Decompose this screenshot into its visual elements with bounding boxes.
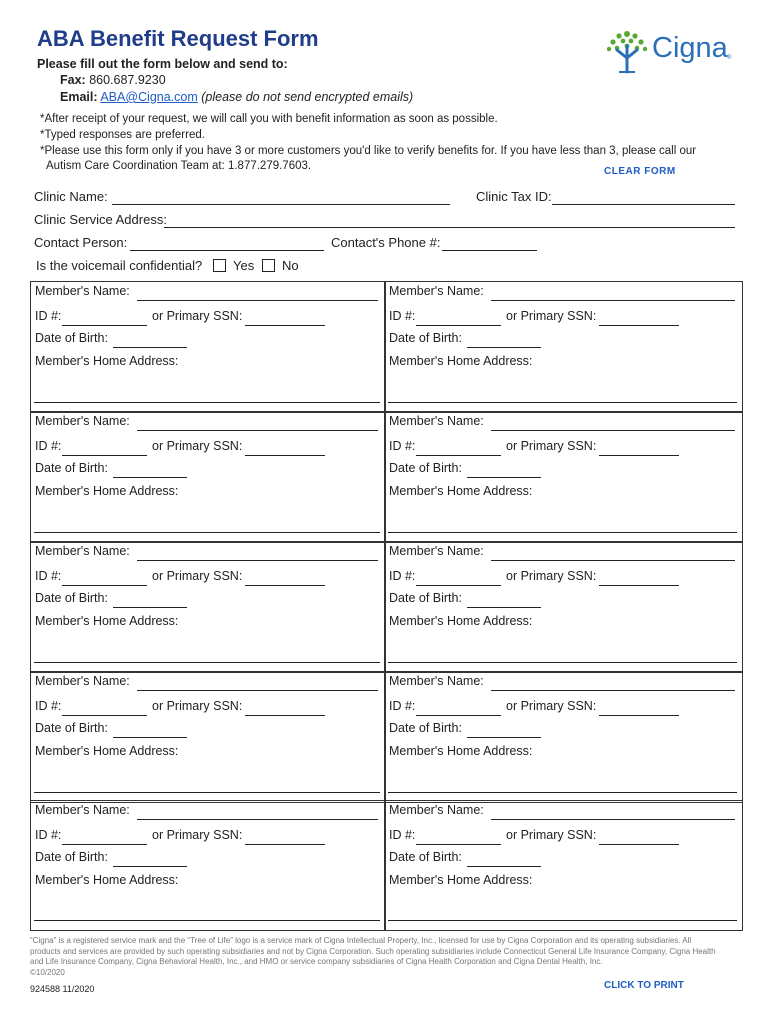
member-name-field[interactable] (491, 300, 735, 301)
member-dob-field[interactable] (467, 607, 541, 608)
form-title: ABA Benefit Request Form (37, 26, 319, 51)
member-id-field[interactable] (62, 844, 147, 845)
member-id-label: ID #: (389, 439, 416, 453)
note-3: *Please use this form only if you have 3 or more customers you'd like to verify benefits for. If you have less than 3, please call our (40, 145, 697, 157)
copyright-text: ©10/2020 (30, 967, 65, 977)
clear-form-button[interactable]: CLEAR FORM (604, 166, 676, 177)
member-address-field[interactable] (388, 402, 737, 403)
member-dob-field[interactable] (467, 347, 541, 348)
member-ssn-field[interactable] (599, 585, 679, 586)
member-ssn-label: or Primary SSN: (152, 699, 243, 713)
member-dob-field[interactable] (113, 866, 187, 867)
member-ssn-field[interactable] (245, 715, 325, 716)
member-id-field[interactable] (416, 325, 501, 326)
member-dob-label: Date of Birth: (35, 461, 108, 475)
clinic-address-field[interactable] (164, 227, 735, 228)
member-dob-label: Date of Birth: (389, 461, 462, 475)
member-id-field[interactable] (416, 715, 501, 716)
registered-mark: ® (727, 55, 732, 61)
member-address-field[interactable] (388, 792, 737, 793)
contact-person-label: Contact Person: (34, 235, 128, 250)
member-ssn-field[interactable] (599, 844, 679, 845)
member-id-field[interactable] (62, 585, 147, 586)
form-code: 924588 11/2020 (30, 984, 95, 994)
member-ssn-label: or Primary SSN: (152, 569, 243, 583)
member-name-label: Member's Name: (389, 544, 484, 558)
member-address-label: Member's Home Address: (35, 614, 179, 628)
member-name-field[interactable] (137, 560, 378, 561)
member-ssn-label: or Primary SSN: (506, 828, 597, 842)
member-id-label: ID #: (35, 699, 62, 713)
member-address-label: Member's Home Address: (35, 484, 179, 498)
member-address-field[interactable] (34, 920, 380, 921)
member-dob-field[interactable] (467, 477, 541, 478)
member-name-label: Member's Name: (35, 544, 130, 558)
member-dob-label: Date of Birth: (35, 721, 108, 735)
member-dob-field[interactable] (113, 607, 187, 608)
member-name-label: Member's Name: (389, 284, 484, 298)
voicemail-yes-label: Yes (233, 258, 255, 273)
member-name-field[interactable] (491, 430, 735, 431)
email-label: Email: (60, 90, 98, 104)
member-address-field[interactable] (34, 402, 380, 403)
email-note: (please do not send encrypted emails) (201, 90, 414, 104)
fax-value: 860.687.9230 (89, 73, 166, 87)
member-address-label: Member's Home Address: (35, 873, 179, 887)
member-dob-label: Date of Birth: (35, 591, 108, 605)
member-ssn-label: or Primary SSN: (152, 309, 243, 323)
member-name-label: Member's Name: (389, 674, 484, 688)
member-id-label: ID #: (389, 828, 416, 842)
voicemail-no-label: No (282, 258, 299, 273)
member-dob-label: Date of Birth: (389, 721, 462, 735)
member-name-label: Member's Name: (35, 674, 130, 688)
member-id-field[interactable] (416, 455, 501, 456)
member-id-label: ID #: (35, 569, 62, 583)
member-name-label: Member's Name: (389, 803, 484, 817)
member-dob-field[interactable] (467, 866, 541, 867)
member-address-field[interactable] (388, 662, 737, 663)
legal-text: “Cigna” is a registered service mark and the “Tree of Life” logo is a service mark of Cigna Intellectual Property, Inc., licensed for use by Cigna Corporation and its operating subsidiaries. All products and services are provided by such operating subsidiaries and not by Cigna Corporation. Such operating subsidiaries include Connecticut General Life Insurance Company, Cigna Health and Life Insurance Company, Cigna Behavioral Health, Inc., and HMO or service company subsidiaries of Cigna Health Corporation and Cigna Dental Health, Inc. (30, 936, 716, 966)
member-dob-label: Date of Birth: (389, 591, 462, 605)
member-address-label: Member's Home Address: (389, 484, 533, 498)
member-name-field[interactable] (137, 690, 378, 691)
member-address-field[interactable] (388, 920, 737, 921)
member-ssn-label: or Primary SSN: (506, 699, 597, 713)
member-address-label: Member's Home Address: (389, 354, 533, 368)
contact-person-field[interactable] (130, 250, 324, 251)
member-name-label: Member's Name: (35, 284, 130, 298)
member-dob-label: Date of Birth: (35, 850, 108, 864)
member-id-field[interactable] (62, 325, 147, 326)
clinic-name-field[interactable] (112, 204, 450, 205)
contact-phone-field[interactable] (442, 250, 537, 251)
member-ssn-label: or Primary SSN: (506, 569, 597, 583)
member-ssn-label: or Primary SSN: (152, 439, 243, 453)
tree-of-life-logo-icon (605, 28, 649, 74)
legal-footer (30, 936, 720, 978)
clinic-tax-label: Clinic Tax ID: (476, 189, 552, 204)
member-name-label: Member's Name: (389, 414, 484, 428)
member-ssn-field[interactable] (245, 325, 325, 326)
member-name-label: Member's Name: (35, 803, 130, 817)
member-name-field[interactable] (137, 300, 378, 301)
member-name-field[interactable] (491, 819, 735, 820)
member-ssn-field[interactable] (599, 455, 679, 456)
cigna-wordmark: Cigna (652, 32, 728, 64)
member-id-field[interactable] (416, 844, 501, 845)
note-4: Autism Care Coordination Team at: 1.877.279.7603. (46, 160, 312, 172)
member-ssn-label: or Primary SSN: (506, 439, 597, 453)
member-dob-field[interactable] (113, 477, 187, 478)
member-id-label: ID #: (389, 309, 416, 323)
voicemail-yes-checkbox[interactable] (213, 259, 226, 272)
member-dob-label: Date of Birth: (35, 331, 108, 345)
clinic-name-label: Clinic Name: (34, 189, 108, 204)
member-id-field[interactable] (416, 585, 501, 586)
email-link[interactable]: ABA@Cigna.com (100, 90, 198, 104)
email-line (60, 90, 413, 104)
member-address-label: Member's Home Address: (389, 744, 533, 758)
member-name-field[interactable] (137, 819, 378, 820)
member-dob-field[interactable] (467, 737, 541, 738)
member-name-field[interactable] (491, 560, 735, 561)
clinic-address-label: Clinic Service Address: (34, 212, 167, 227)
member-address-label: Member's Home Address: (35, 744, 179, 758)
member-name-field[interactable] (137, 430, 378, 431)
member-ssn-label: or Primary SSN: (506, 309, 597, 323)
member-address-field[interactable] (34, 532, 380, 533)
member-ssn-field[interactable] (245, 844, 325, 845)
member-id-field[interactable] (62, 715, 147, 716)
print-button[interactable]: CLICK TO PRINT (604, 980, 684, 991)
voicemail-no-checkbox[interactable] (262, 259, 275, 272)
member-address-field[interactable] (388, 532, 737, 533)
clinic-tax-field[interactable] (552, 204, 735, 205)
member-id-label: ID #: (389, 699, 416, 713)
note-2: *Typed responses are preferred. (40, 129, 205, 141)
fax-line (60, 73, 166, 87)
member-dob-label: Date of Birth: (389, 331, 462, 345)
member-dob-label: Date of Birth: (389, 850, 462, 864)
member-id-label: ID #: (35, 439, 62, 453)
member-ssn-field[interactable] (245, 455, 325, 456)
member-id-label: ID #: (35, 828, 62, 842)
fax-label: Fax: (60, 73, 86, 87)
member-address-label: Member's Home Address: (389, 873, 533, 887)
member-dob-field[interactable] (113, 347, 187, 348)
note-1: *After receipt of your request, we will call you with benefit information as soon as possible. (40, 113, 498, 125)
member-id-field[interactable] (62, 455, 147, 456)
member-id-label: ID #: (35, 309, 62, 323)
member-address-field[interactable] (34, 662, 380, 663)
member-id-label: ID #: (389, 569, 416, 583)
instruction-text: Please fill out the form below and send to: (37, 57, 288, 71)
member-name-field[interactable] (491, 690, 735, 691)
member-ssn-label: or Primary SSN: (152, 828, 243, 842)
member-address-field[interactable] (34, 792, 380, 793)
voicemail-label: Is the voicemail confidential? (36, 258, 203, 273)
member-ssn-field[interactable] (599, 715, 679, 716)
member-name-label: Member's Name: (35, 414, 130, 428)
contact-phone-label: Contact's Phone #: (331, 235, 441, 250)
member-ssn-field[interactable] (599, 325, 679, 326)
member-address-label: Member's Home Address: (389, 614, 533, 628)
member-dob-field[interactable] (113, 737, 187, 738)
member-ssn-field[interactable] (245, 585, 325, 586)
member-address-label: Member's Home Address: (35, 354, 179, 368)
